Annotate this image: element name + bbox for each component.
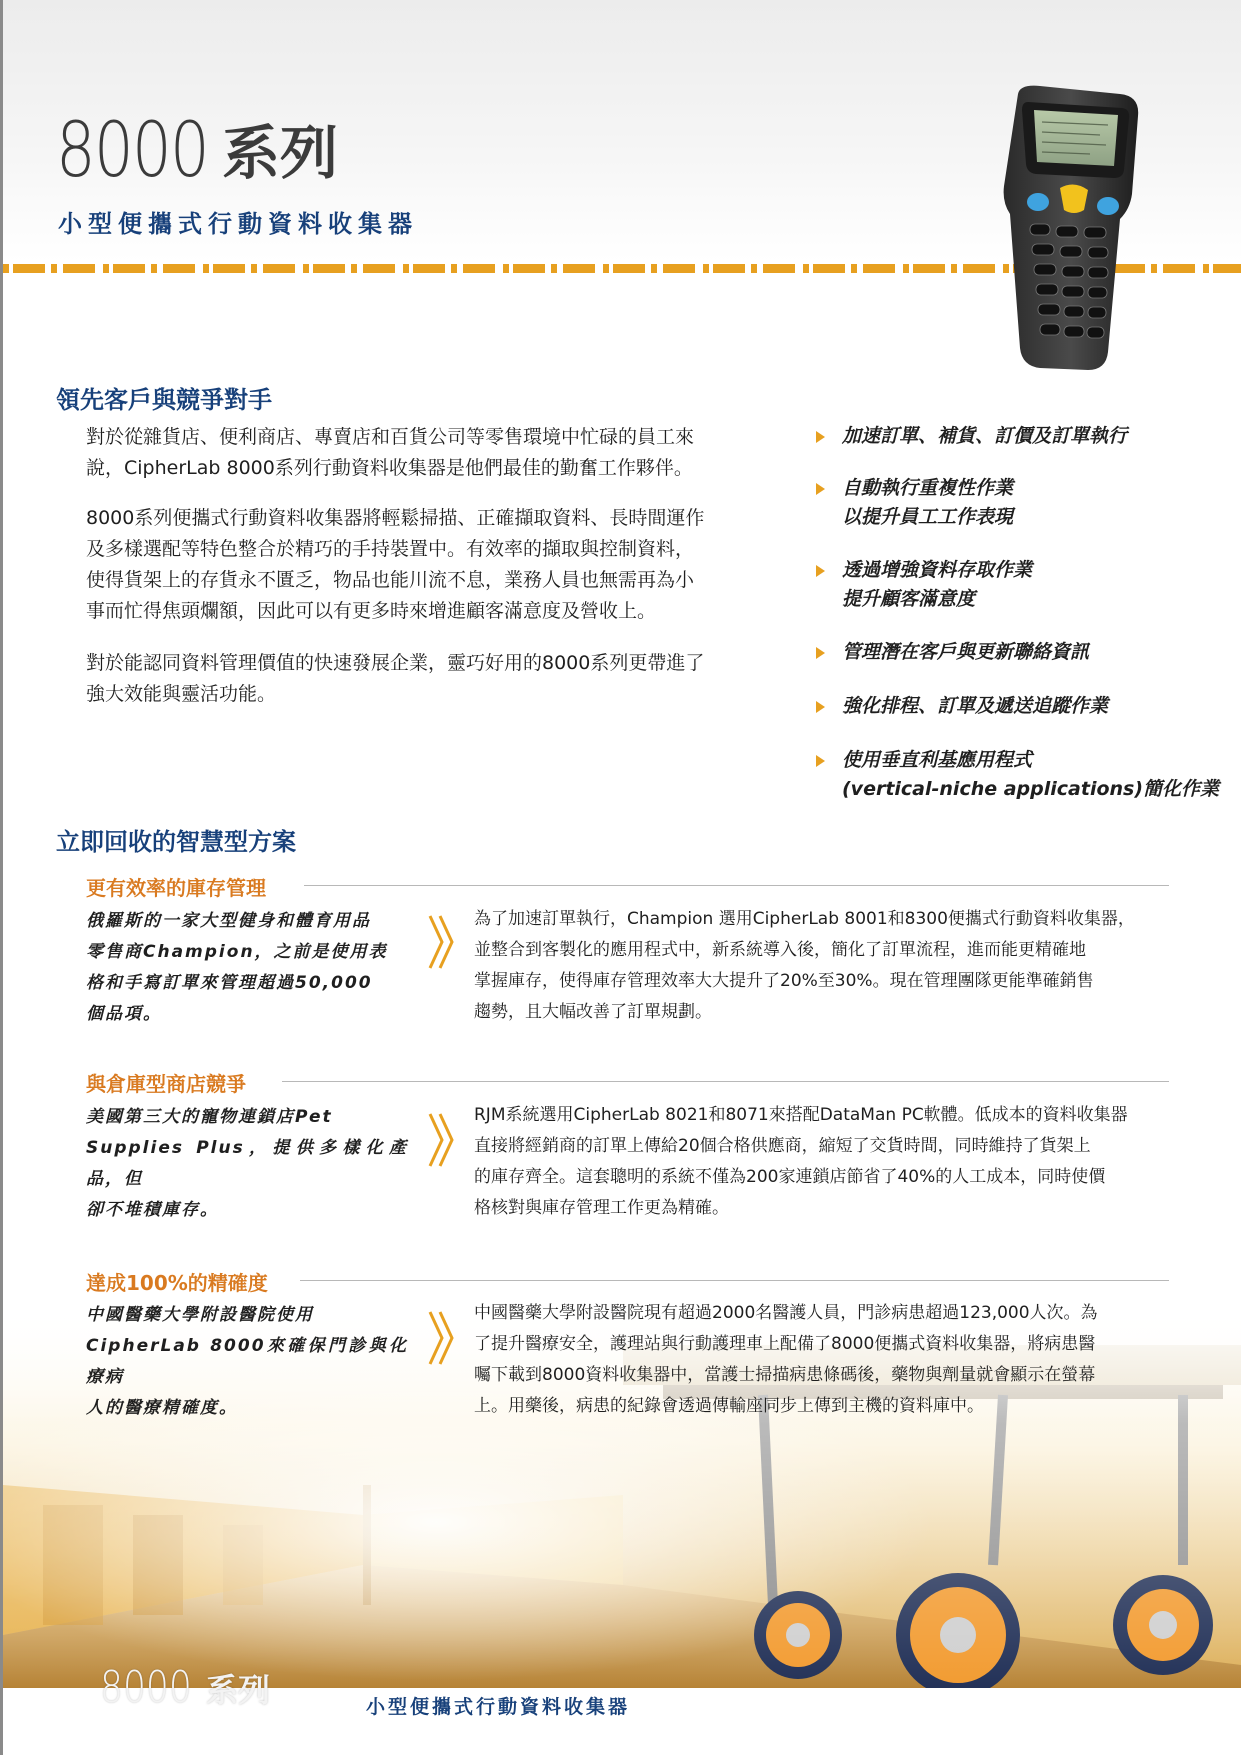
bullet-arrow-icon — [816, 431, 825, 443]
double-chevron-icon — [428, 1310, 456, 1366]
case-detail: 中國醫藥大學附設醫院現有超過2000名醫護人員，門診病患超過123,000人次。為 了提升醫療安全，護理站與行動護理車上配備了8000便攜式資料收集器，將病患醫 囑下載到8000資料收集器中，當護士掃描病患條碼後，藥物與劑量就會顯示在螢幕 上。用藥後，病患的紀錄會透過傳輸座同步上傳到主機的資料庫中。 — [474, 1303, 1098, 1416]
bullet-arrow-icon — [816, 701, 825, 713]
footer-title-number: 8000 — [100, 1662, 192, 1713]
benefit-item: 管理潛在客戶與更新聯絡資訊 — [816, 638, 1216, 667]
paragraph-line: 8000系列便攜式行動資料收集器將輕鬆掃描、正確擷取資料、長時間運作 — [86, 507, 705, 529]
footer-title-suffix: 系列 — [206, 1671, 271, 1709]
case-summary: 中國醫藥大學附設醫院使用 CipherLab 8000來確保門診與化療病 人的醫療精確度。 — [86, 1305, 408, 1418]
intro-paragraph-1 — [86, 422, 778, 484]
case-detail: RJM系統選用CipherLab 8021和8071來搭配DataMan PC軟體。低成本的資料收集器 直接將經銷商的訂單上傳給20個合格供應商，縮短了交貨時間，同時維持了貨架上 的庫存齊全。這套聰明的系統不僅為200家連鎖店節省了40%的人工成本，同時使價 格核對與庫存管理工作更為精確。 — [474, 1105, 1128, 1218]
page-subtitle: 小型便攜式行動資料收集器 — [58, 210, 418, 238]
case-divider — [304, 885, 1169, 886]
intro-paragraph-2 — [86, 503, 778, 627]
case-heading: 達成100%的精確度 — [86, 1271, 268, 1295]
page-title-number: 8000 — [56, 105, 209, 194]
barcode-terminal-illustration — [980, 84, 1160, 374]
paragraph-line: 及多樣選配等特色整合於精巧的手持裝置中。有效率的擷取與控制資料， — [86, 538, 695, 560]
bullet-arrow-icon — [816, 755, 825, 767]
page-title-suffix: 系列 — [222, 119, 339, 187]
case-heading: 更有效率的庫存管理 — [86, 876, 266, 900]
footer-subtitle: 小型便攜式行動資料收集器 — [366, 1696, 631, 1718]
bullet-arrow-icon — [816, 565, 825, 577]
benefit-item: 加速訂單、補貨、訂價及訂單執行 — [816, 422, 1216, 451]
case-summary: 美國第三大的寵物連鎖店Pet Supplies Plus，提供多樣化產品，但 卻不堆積庫存。 — [86, 1107, 408, 1220]
section-title-solutions: 立即回收的智慧型方案 — [56, 828, 296, 856]
paragraph-line: 強大效能與靈活功能。 — [86, 683, 277, 705]
bullet-arrow-icon — [816, 483, 825, 495]
benefit-item: 強化排程、訂單及遞送追蹤作業 — [816, 692, 1216, 721]
benefit-item: 使用垂直利基應用程式 (vertical-niche applications)簡化作業 — [816, 746, 1216, 804]
paragraph-line: 使得貨架上的存貨永不匱乏，物品也能川流不息，業務人員也無需再為小 — [86, 569, 695, 591]
paragraph-line: 對於能認同資料管理價值的快速發展企業，靈巧好用的8000系列更帶進了 — [86, 652, 705, 674]
double-chevron-icon — [428, 1112, 456, 1168]
case-divider — [282, 1081, 1169, 1082]
double-chevron-icon — [428, 914, 456, 970]
bullet-arrow-icon — [816, 647, 825, 659]
paragraph-line: 對於從雜貨店、便利商店、專賣店和百貨公司等零售環境中忙碌的員工來 — [86, 426, 695, 448]
case-detail: 為了加速訂單執行，Champion 選用CipherLab 8001和8300便攜式行動資料收集器， 並整合到客製化的應用程式中，新系統導入後，簡化了訂單流程，進而能更精確地 掌握庫存，使得庫存管理效率大大提升了20%至30%。現在管理團隊更能準確銷售 趨勢，且大幅改善了訂單規劃。 — [474, 909, 1135, 1022]
case-divider — [300, 1280, 1169, 1281]
benefit-item: 自動執行重複性作業 以提升員工工作表現 — [816, 474, 1216, 532]
paragraph-line: 說，CipherLab 8000系列行動資料收集器是他們最佳的勤奮工作夥伴。 — [86, 457, 693, 479]
case-summary: 俄羅斯的一家大型健身和體育用品 零售商Champion，之前是使用表 格和手寫訂單來管理超過50,000 個品項。 — [86, 911, 388, 1024]
case-heading: 與倉庫型商店競爭 — [86, 1072, 246, 1096]
intro-paragraph-3 — [86, 648, 778, 710]
section-title-lead: 領先客戶與競爭對手 — [56, 386, 272, 414]
benefit-item: 透過增強資料存取作業 提升顧客滿意度 — [816, 556, 1216, 614]
paragraph-line: 事而忙得焦頭爛額，因此可以有更多時來增進顧客滿意度及營收上。 — [86, 600, 657, 622]
